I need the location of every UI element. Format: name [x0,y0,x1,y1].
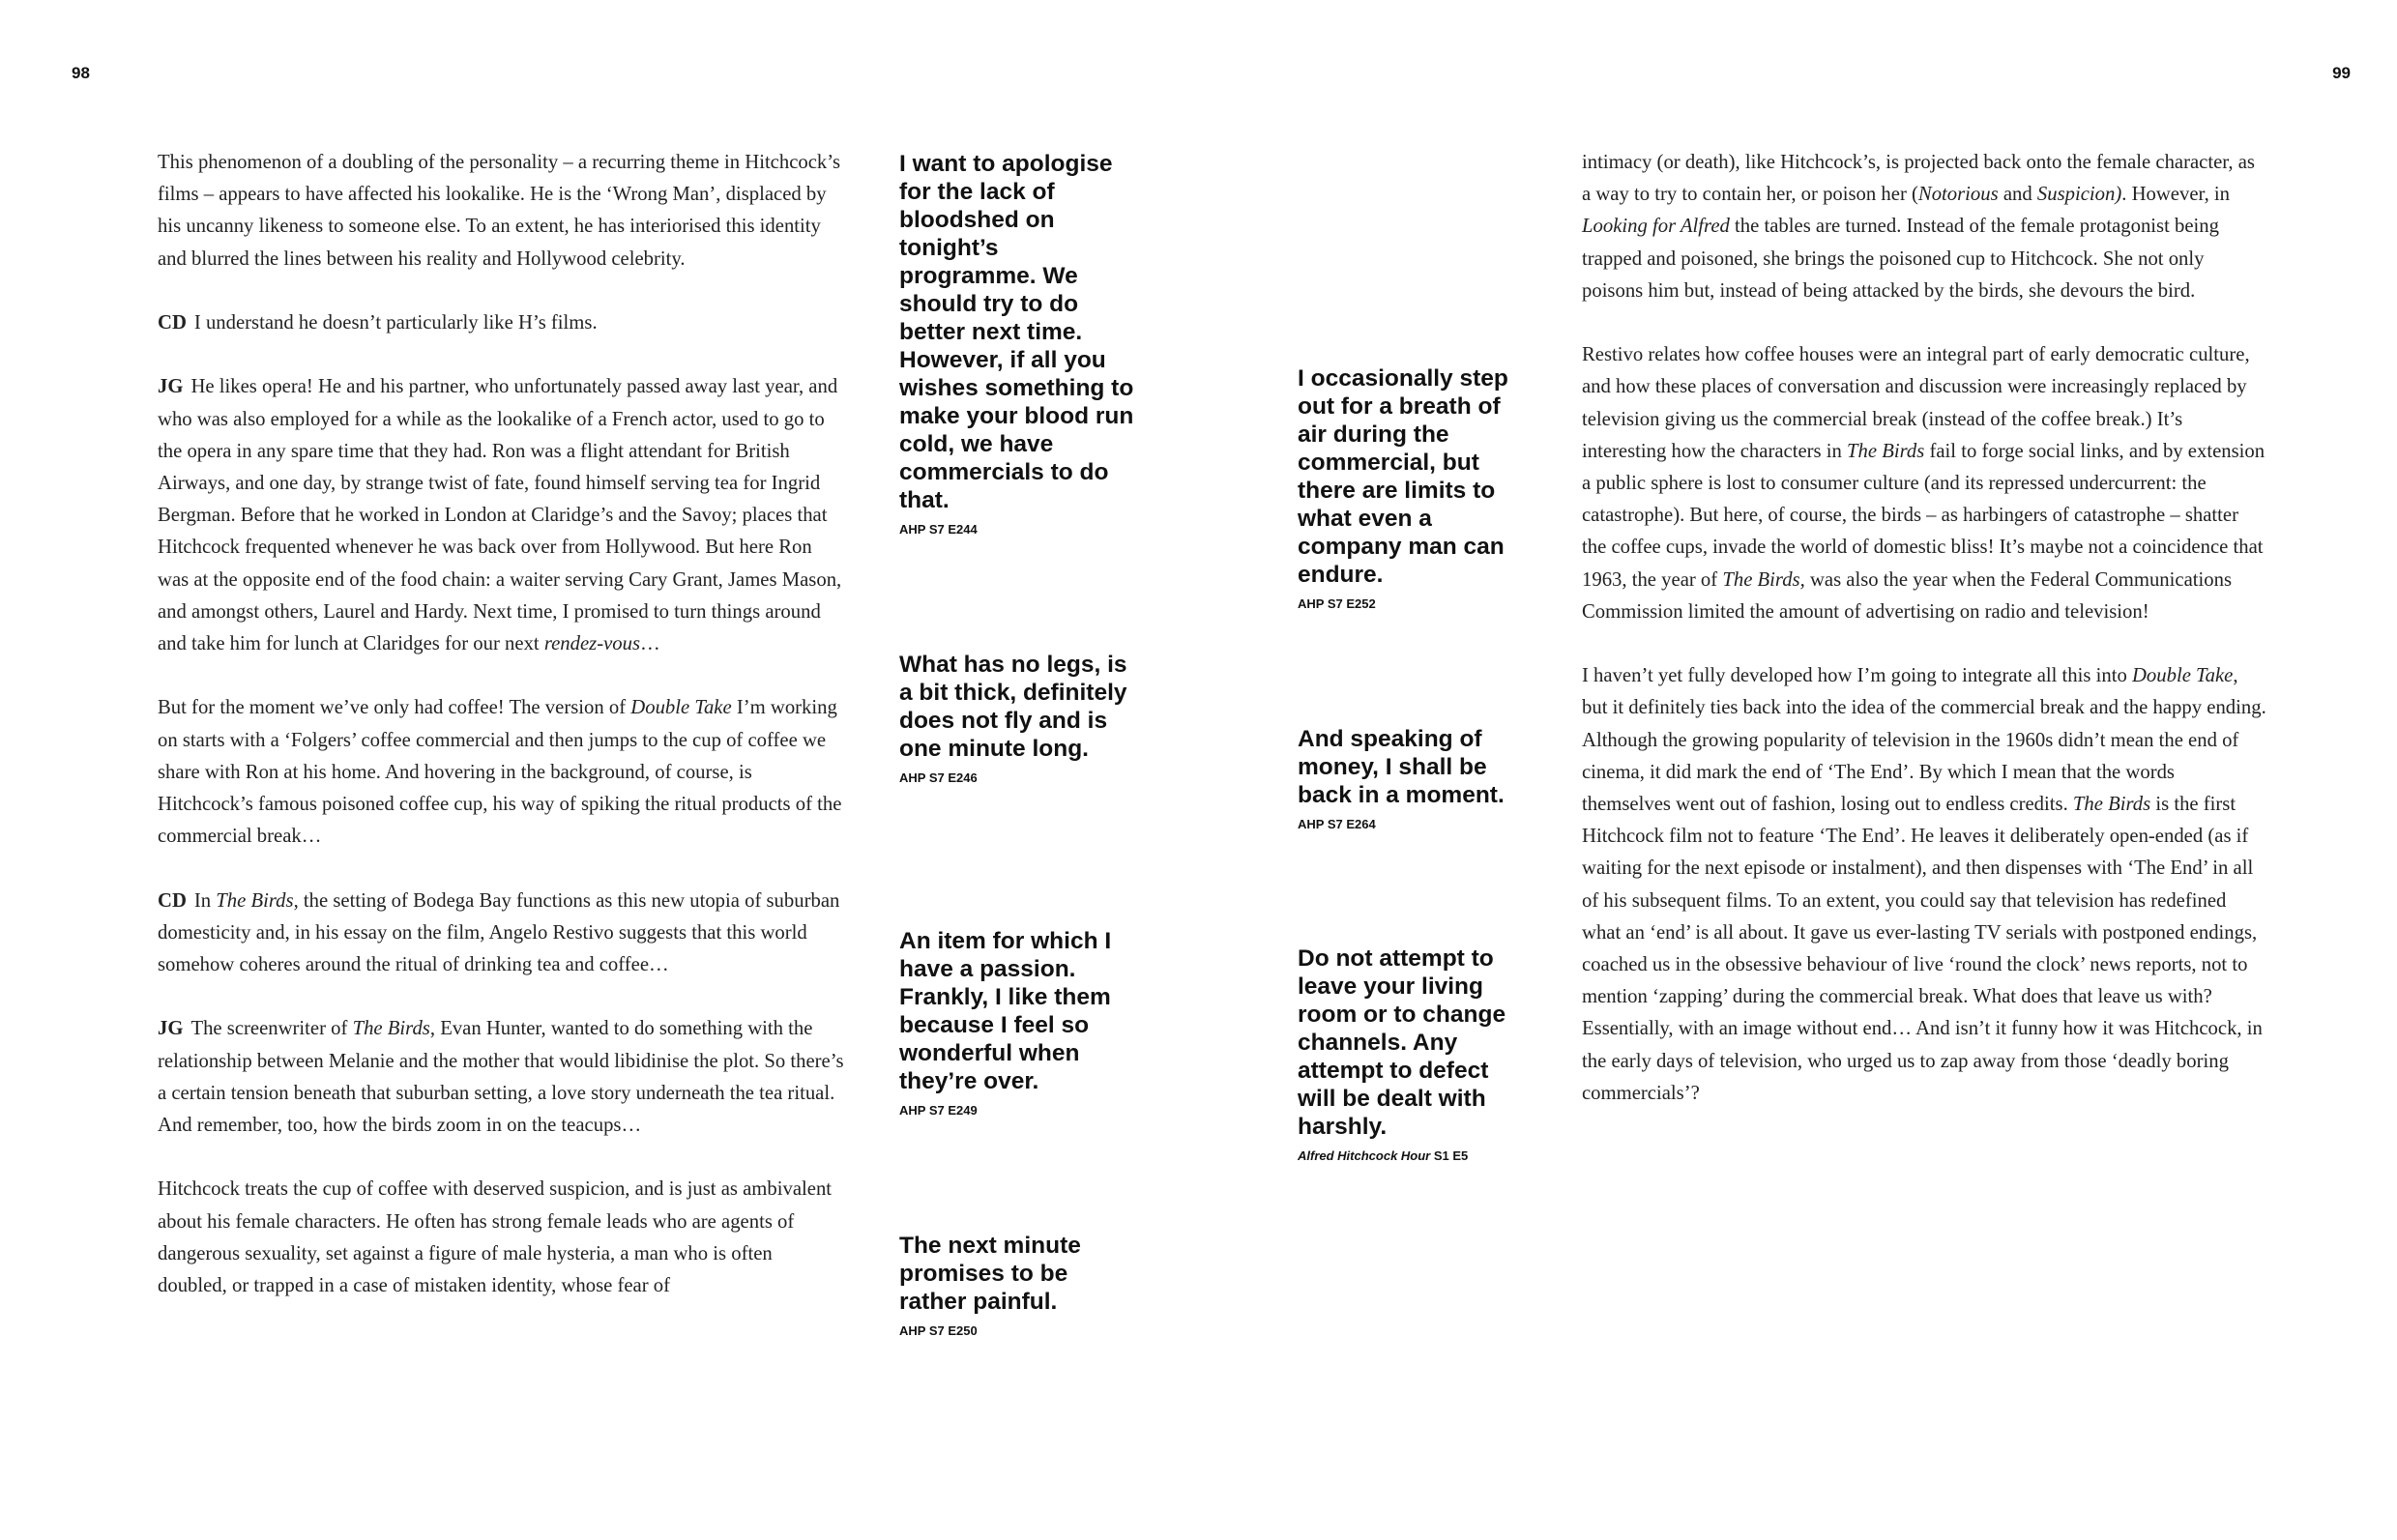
paragraph [158,692,846,853]
paragraph-text: was also the year when the Federal Communications Commission limited the amount of advertising on radio and television! [1582,568,2232,623]
pull-quote [1298,944,1530,1164]
paragraph-text: fail to forge social links, and by extension a public sphere is lost to consumer culture (and its repressed undercurrent: the catastrophe). But here, of course, the birds – as harbingers of catastrophe – shatter the coffee cups, invade the world of domestic bliss! It’s maybe not a coincidence that 1963, the year of [1582,440,2265,591]
quote-text: Do not attempt to leave your living room or to change channels. Any attempt to defect will be dealt with harshly. [1298,945,1506,1140]
paragraph-text: In [193,889,217,912]
page-number-left: 98 [72,64,90,82]
quote-citation: AHP S7 E244 [899,522,978,537]
paragraph [1582,660,2266,1110]
quote-citation: AHP S7 E252 [1298,596,1376,611]
paragraph-text: . However, in [2121,184,2231,206]
paragraph-text: is the first Hitchcock film not to feature ‘The End’. He leaves it deliberately open-ended (as if waiting for the next episode or instalment), and then dispenses with ‘The End’ in all of his subsequent films. To an extent, you could say that television has redefined what an ‘end’ is all about. It gave us ever-lasting TV serials with postponed endings, coached us in the obsessive behaviour of live ‘round the clock’ news reports, not to mention ‘zapping’ during the commercial break. What does that leave us with? Essentially, with an image without end… And isn’t it funny how it was Hitchcock, in the early days of television, who urged us to zap away from those ‘deadly boring commercials’? [1582,794,2263,1104]
italic-text: The Birds [352,1018,430,1040]
pull-quote [1298,725,1530,832]
italic-text: Double Take [2131,665,2234,687]
paragraph-text: , Evan Hunter, wanted to do something with the relationship between Melanie and the mother that would libidinise the plot. So there’s a certain tension beneath that suburban setting, a love story underneath the tea ritual. And remember, too, how the birds zoom in on the teacups… [158,1018,844,1137]
paragraph-text: This phenomenon of a doubling of the personality – a recurring theme in Hitchcock’s films – appears to have affected his lookalike. He is the ‘Wrong Man’, displaced by his uncanny likeness to someone else. To an extent, he has interiorised this identity and blurred the lines between his reality and Hollywood celebrity. [158,152,841,270]
italic-text: Notorious [1917,184,1999,206]
paragraph-text: … [640,633,660,655]
interview-answer [158,1013,846,1142]
paragraph-text: The screenwriter of [190,1018,353,1040]
quote-text: I occasionally step out for a breath of air during the commercial, but there are limits to what even a company man can endure. [1298,365,1508,588]
speaker-initials: CD [158,889,187,912]
italic-text: The Birds [216,889,294,912]
quote-citation [1298,1148,1530,1164]
speaker-initials: JG [158,376,184,398]
italic-text: The Birds [2072,794,2151,816]
pull-quote [899,651,1136,786]
paragraph-text: He likes opera! He and his partner, who unfortunately passed away last year, and who was also employed for a while as the lookalike of a French actor, used to go to the opera in any spare time that they had. Ron was a flight attendant for British Airways, and one day, by strange twist of fate, found himself serving tea for Ingrid Bergman. Before that he worked in London at Claridge’s and the Savoy; places that Hitchcock frequented whenever he was back over from Hollywood. But here Ron was at the opposite end of the food chain: a waiter serving Cary Grant, James Mason, and amongst others, Laurel and Hardy. Next time, I promised to turn things around and take him for lunch at Claridges for our next [158,376,842,655]
left-text-column [158,147,846,1334]
quote-citation: AHP S7 E250 [899,1323,978,1338]
paragraph [158,1174,846,1302]
paragraph-text: intimacy (or death), like Hitchcock’s, is projected back onto the female character, as a way to try to contain her, or poison her ( [1582,152,2255,206]
quote-text: What has no legs, is a bit thick, definitely does not fly and is one minute long. [899,652,1127,762]
italic-text: Looking for Alfred [1582,216,1730,238]
paragraph-text: , the setting of Bodega Bay functions as this new utopia of suburban domesticity and, in his essay on the film, Angelo Restivo suggests that this world somehow coheres around the ritual of drinking tea and coffee… [158,889,840,976]
quote-citation: AHP S7 E264 [1298,817,1376,831]
paragraph-text: the tables are turned. Instead of the female protagonist being trapped and poisoned, she brings the poisoned cup to Hitchcock. She not only poisons him but, instead of being attacked by the birds, she devours the bird. [1582,216,2219,302]
right-text-column [1582,147,2266,1142]
paragraph-text: I understand he doesn’t particularly like H’s films. [193,312,598,334]
italic-text: rendez-vous [543,633,641,655]
paragraph [1582,339,2266,628]
quote-text: The next minute promises to be rather painful. [899,1233,1081,1315]
paragraph-text: , but it definitely ties back into the idea of the commercial break and the happy ending. Although the growing popularity of television in the 1960s didn’t mean the end of cinema, it did mark the end of ‘The End’. By which I mean that the words themselves went out of fashion, losing out to endless credits. [1582,665,2266,816]
quote-citation: AHP S7 E246 [899,770,978,785]
italic-text: Double Take [630,697,732,719]
paragraph [158,147,846,276]
interview-answer [158,371,846,660]
quote-text: An item for which I have a passion. Frankly, I like them because I feel so wonderful when they’re over. [899,928,1112,1094]
italic-text: The Birds, [1722,568,1805,591]
quote-citation-episode: S1 E5 [1430,1148,1469,1163]
pull-quote [899,150,1136,538]
speaker-initials: JG [158,1018,184,1040]
interview-question [158,307,846,339]
pull-quote [1298,364,1530,612]
quote-citation: AHP S7 E249 [899,1103,978,1118]
pull-quote [899,1232,1136,1339]
paragraph-text: Hitchcock treats the cup of coffee with deserved suspicion, and is just as ambivalent about his female characters. He often has strong female leads who are agents of dangerous sexuality, set against a figure of male hysteria, a man who is often doubled, or trapped in a case of mistaken identity, whose fear of [158,1178,833,1297]
quote-text: And speaking of money, I shall be back in a moment. [1298,726,1505,808]
paragraph-text: I haven’t yet fully developed how I’m going to integrate all this into [1582,665,2132,687]
italic-text: Suspicion) [2036,184,2122,206]
paragraph-text: I’m working on starts with a ‘Folgers’ coffee commercial and then jumps to the cup of coffee we share with Ron at his home. And hovering in the background, of course, is Hitchcock’s famous poisoned coffee cup, his way of spiking the ritual products of the commercial break… [158,697,842,848]
paragraph-text: and [1998,184,2037,206]
pull-quote [899,927,1136,1119]
paragraph-text: Restivo relates how coffee houses were an integral part of early democratic culture, and how these places of conversation and discussion were increasingly replaced by television giving us the commercial break (instead of the coffee break.) It’s interesting how the characters in [1582,344,2250,462]
quote-citation-title: Alfred Hitchcock Hour [1298,1148,1431,1163]
italic-text: The Birds [1847,440,1925,462]
interview-question [158,886,846,982]
paragraph [1582,147,2266,307]
paragraph-text: But for the moment we’ve only had coffee! The version of [158,697,631,719]
speaker-initials: CD [158,312,187,334]
page-number-right: 99 [2332,64,2351,82]
quote-text: I want to apologise for the lack of bloodshed on tonight’s programme. We should try to do better next time. However, if all you wishes something to make your blood run cold, we have commercials to do that. [899,151,1134,513]
